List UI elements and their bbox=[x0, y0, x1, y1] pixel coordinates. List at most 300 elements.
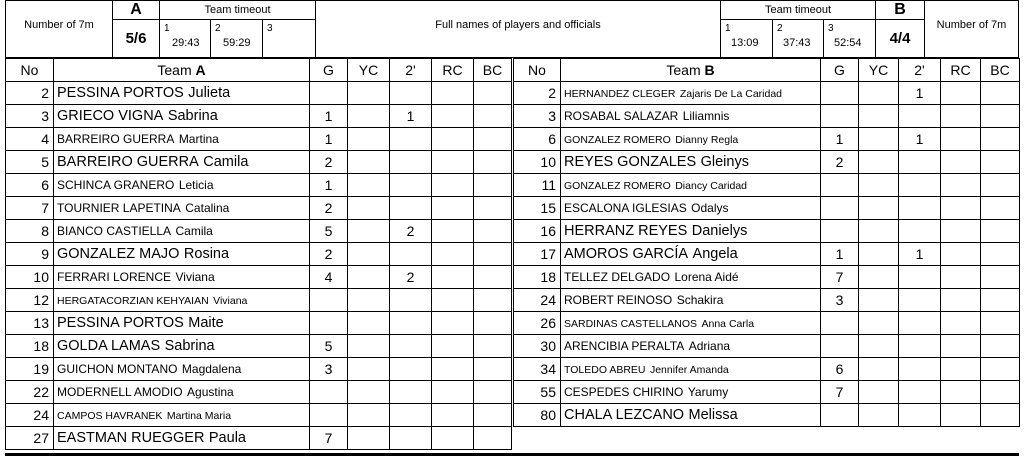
player-given-name: Sabrina bbox=[164, 338, 215, 354]
col-2min: 2' bbox=[390, 59, 432, 82]
yellow-card bbox=[859, 128, 899, 151]
team-b-7m-label-text: Number of 7m bbox=[936, 19, 1007, 31]
yellow-card bbox=[859, 82, 899, 105]
player-number: 16 bbox=[514, 220, 561, 243]
red-card bbox=[941, 105, 981, 128]
two-minute-suspension bbox=[390, 128, 432, 151]
player-number: 80 bbox=[514, 404, 561, 427]
player-surname: CAMPOS HAVRANEK bbox=[57, 410, 163, 422]
player-given-name: Camila bbox=[203, 154, 249, 170]
player-number: 10 bbox=[6, 266, 54, 289]
two-minute-suspension bbox=[390, 335, 432, 358]
player-number: 30 bbox=[514, 335, 561, 358]
timeout-time: 29:43 bbox=[172, 37, 200, 49]
player-surname: BARREIRO GUERRA bbox=[57, 132, 175, 146]
player-given-name: Zajaris De La Caridad bbox=[679, 88, 783, 100]
blue-card bbox=[474, 404, 512, 427]
goals bbox=[821, 335, 859, 358]
player-name bbox=[54, 335, 310, 358]
red-card bbox=[941, 151, 981, 174]
blue-card bbox=[474, 82, 512, 105]
player-row bbox=[514, 358, 1020, 381]
red-card bbox=[941, 266, 981, 289]
yellow-card bbox=[348, 82, 390, 105]
yellow-card bbox=[859, 266, 899, 289]
timeout-index: 1 bbox=[725, 23, 731, 34]
red-card bbox=[432, 289, 474, 312]
yellow-card bbox=[348, 105, 390, 128]
yellow-card bbox=[348, 220, 390, 243]
player-row bbox=[514, 266, 1020, 289]
player-name bbox=[561, 220, 821, 243]
red-card bbox=[941, 335, 981, 358]
two-minute-suspension bbox=[390, 174, 432, 197]
player-number: 7 bbox=[6, 197, 54, 220]
player-row bbox=[514, 174, 1020, 197]
red-card bbox=[941, 312, 981, 335]
goals bbox=[310, 404, 348, 427]
goals: 5 bbox=[310, 335, 348, 358]
player-given-name: Danielys bbox=[691, 223, 748, 239]
player-number: 13 bbox=[6, 312, 54, 335]
player-given-name: Adriana bbox=[688, 339, 731, 353]
player-surname: GRIECO VIGNA bbox=[57, 108, 164, 124]
player-surname: CESPEDES CHIRINO bbox=[564, 385, 684, 399]
player-row bbox=[514, 289, 1020, 312]
blue-card bbox=[981, 197, 1020, 220]
goals: 7 bbox=[821, 381, 859, 404]
yellow-card bbox=[859, 243, 899, 266]
player-given-name: Rosina bbox=[183, 246, 230, 262]
player-given-name: Angela bbox=[692, 246, 738, 262]
player-surname: GUICHON MONTANO bbox=[57, 362, 178, 376]
player-row bbox=[6, 197, 512, 220]
team-a-roster-table bbox=[5, 58, 512, 450]
goals bbox=[310, 82, 348, 105]
red-card bbox=[432, 128, 474, 151]
player-given-name: Martina Maria bbox=[166, 410, 232, 422]
player-row bbox=[514, 128, 1020, 151]
goals: 2 bbox=[821, 151, 859, 174]
red-card bbox=[432, 82, 474, 105]
team-a-header-row bbox=[6, 59, 512, 82]
blue-card bbox=[474, 197, 512, 220]
team-b-letter: B bbox=[875, 0, 925, 20]
goals bbox=[310, 312, 348, 335]
blue-card bbox=[981, 174, 1020, 197]
red-card bbox=[941, 404, 981, 427]
player-given-name: Martina bbox=[178, 132, 219, 146]
player-given-name: Liliamnis bbox=[682, 109, 730, 123]
player-name bbox=[561, 335, 821, 358]
two-minute-suspension bbox=[899, 381, 941, 404]
yellow-card bbox=[348, 335, 390, 358]
player-number: 6 bbox=[6, 174, 54, 197]
player-name bbox=[561, 151, 821, 174]
player-surname: HERGATACORZIAN KEHYAIAN bbox=[57, 295, 209, 307]
two-minute-suspension bbox=[899, 266, 941, 289]
yellow-card bbox=[348, 243, 390, 266]
team-b-timeout-1 bbox=[720, 19, 773, 58]
col-g: G bbox=[821, 59, 859, 82]
col-team-b bbox=[561, 59, 821, 82]
player-given-name: Viviana bbox=[213, 295, 248, 307]
blue-card bbox=[474, 381, 512, 404]
player-given-name: Odalys bbox=[691, 201, 729, 215]
yellow-card bbox=[348, 289, 390, 312]
yellow-card bbox=[348, 427, 390, 450]
yellow-card bbox=[348, 197, 390, 220]
two-minute-suspension bbox=[390, 289, 432, 312]
timeout-index: 3 bbox=[267, 23, 273, 34]
bottom-rule bbox=[5, 453, 1019, 456]
col-no: No bbox=[6, 59, 54, 82]
blue-card bbox=[981, 243, 1020, 266]
team-a-letter: A bbox=[112, 0, 160, 20]
goals: 1 bbox=[821, 243, 859, 266]
yellow-card bbox=[859, 197, 899, 220]
col-bc: BC bbox=[474, 59, 512, 82]
full-names-label: Full names of players and officials bbox=[315, 0, 721, 58]
player-number: 24 bbox=[6, 404, 54, 427]
player-name bbox=[561, 312, 821, 335]
player-name bbox=[54, 220, 310, 243]
player-row bbox=[514, 197, 1020, 220]
player-name bbox=[561, 381, 821, 404]
blue-card bbox=[474, 174, 512, 197]
goals: 6 bbox=[821, 358, 859, 381]
player-given-name: Dianny Regla bbox=[675, 134, 739, 146]
goals: 2 bbox=[310, 197, 348, 220]
player-row bbox=[6, 381, 512, 404]
player-number: 8 bbox=[6, 220, 54, 243]
yellow-card bbox=[348, 404, 390, 427]
team-b-timeout-3 bbox=[823, 19, 876, 58]
player-given-name: Melissa bbox=[688, 407, 738, 423]
two-minute-suspension bbox=[899, 197, 941, 220]
blue-card bbox=[981, 151, 1020, 174]
goals bbox=[821, 220, 859, 243]
player-surname: ESCALONA IGLESIAS bbox=[564, 201, 687, 215]
player-surname: MODERNELL AMODIO bbox=[57, 385, 183, 399]
yellow-card bbox=[859, 220, 899, 243]
player-given-name: Camila bbox=[175, 224, 213, 238]
col-yc: YC bbox=[859, 59, 899, 82]
player-row bbox=[6, 220, 512, 243]
blue-card bbox=[474, 358, 512, 381]
player-surname: REYES GONZALES bbox=[564, 154, 697, 170]
two-minute-suspension bbox=[899, 151, 941, 174]
red-card bbox=[432, 381, 474, 404]
player-surname: HERRANZ REYES bbox=[564, 223, 688, 239]
player-number: 11 bbox=[514, 174, 561, 197]
team-b-header-prefix: Team bbox=[666, 62, 701, 78]
goals: 4 bbox=[310, 266, 348, 289]
player-row bbox=[514, 82, 1020, 105]
player-given-name: Agustina bbox=[187, 385, 234, 399]
blue-card bbox=[981, 358, 1020, 381]
two-minute-suspension bbox=[390, 381, 432, 404]
player-name bbox=[54, 105, 310, 128]
player-name bbox=[561, 289, 821, 312]
two-minute-suspension bbox=[390, 312, 432, 335]
yellow-card bbox=[859, 381, 899, 404]
player-surname: GONZALEZ ROMERO bbox=[564, 180, 671, 192]
two-minute-suspension: 1 bbox=[899, 243, 941, 266]
two-minute-suspension: 2 bbox=[390, 266, 432, 289]
red-card bbox=[432, 335, 474, 358]
player-name bbox=[54, 82, 310, 105]
player-given-name: Julieta bbox=[188, 85, 231, 101]
yellow-card bbox=[348, 174, 390, 197]
yellow-card bbox=[859, 151, 899, 174]
player-name bbox=[54, 128, 310, 151]
two-minute-suspension: 1 bbox=[390, 105, 432, 128]
player-given-name: Yarumy bbox=[687, 385, 729, 399]
blue-card bbox=[474, 335, 512, 358]
player-surname: ROSABAL SALAZAR bbox=[564, 109, 679, 123]
player-number: 4 bbox=[6, 128, 54, 151]
two-minute-suspension bbox=[899, 358, 941, 381]
goals: 2 bbox=[310, 151, 348, 174]
goals: 1 bbox=[310, 128, 348, 151]
red-card bbox=[432, 174, 474, 197]
col-rc: RC bbox=[432, 59, 474, 82]
yellow-card bbox=[348, 266, 390, 289]
two-minute-suspension bbox=[899, 105, 941, 128]
player-surname: GONZALEZ ROMERO bbox=[564, 134, 671, 146]
goals: 1 bbox=[821, 128, 859, 151]
player-name bbox=[54, 266, 310, 289]
red-card bbox=[941, 82, 981, 105]
player-given-name: Gleinys bbox=[700, 154, 749, 170]
player-row bbox=[6, 174, 512, 197]
player-row bbox=[514, 105, 1020, 128]
player-row bbox=[6, 243, 512, 266]
blue-card bbox=[981, 82, 1020, 105]
player-number: 3 bbox=[6, 105, 54, 128]
player-given-name: Paula bbox=[208, 430, 246, 446]
player-number: 34 bbox=[514, 358, 561, 381]
player-given-name: Schakira bbox=[676, 293, 724, 307]
team-a-7m-label bbox=[5, 0, 113, 58]
player-row bbox=[6, 335, 512, 358]
player-name bbox=[54, 197, 310, 220]
player-name bbox=[54, 243, 310, 266]
red-card bbox=[941, 243, 981, 266]
team-a-header-letter: A bbox=[195, 62, 206, 78]
timeout-index: 2 bbox=[777, 23, 783, 34]
blue-card bbox=[981, 289, 1020, 312]
two-minute-suspension bbox=[390, 82, 432, 105]
blue-card bbox=[474, 289, 512, 312]
timeout-time: 13:09 bbox=[731, 37, 759, 49]
team-a-header-prefix: Team bbox=[157, 62, 192, 78]
timeout-time: 59:29 bbox=[223, 37, 251, 49]
player-name bbox=[54, 289, 310, 312]
player-row bbox=[6, 82, 512, 105]
two-minute-suspension: 1 bbox=[899, 128, 941, 151]
player-row bbox=[6, 312, 512, 335]
red-card bbox=[432, 105, 474, 128]
player-row bbox=[514, 312, 1020, 335]
player-name bbox=[561, 82, 821, 105]
blue-card bbox=[981, 312, 1020, 335]
blue-card bbox=[981, 404, 1020, 427]
player-given-name: Lorena Aidé bbox=[674, 270, 739, 284]
goals bbox=[310, 289, 348, 312]
goals bbox=[821, 197, 859, 220]
red-card bbox=[432, 197, 474, 220]
player-name bbox=[54, 381, 310, 404]
player-number: 15 bbox=[514, 197, 561, 220]
blue-card bbox=[981, 381, 1020, 404]
blue-card bbox=[474, 312, 512, 335]
timeout-index: 1 bbox=[164, 23, 170, 34]
player-number: 2 bbox=[6, 82, 54, 105]
col-g: G bbox=[310, 59, 348, 82]
player-surname: SCHINCA GRANERO bbox=[57, 178, 175, 192]
player-name bbox=[561, 404, 821, 427]
player-name bbox=[561, 197, 821, 220]
red-card bbox=[432, 404, 474, 427]
player-surname: BIANCO CASTIELLA bbox=[57, 224, 172, 238]
col-team-a bbox=[54, 59, 310, 82]
two-minute-suspension bbox=[390, 404, 432, 427]
goals bbox=[310, 381, 348, 404]
player-number: 9 bbox=[6, 243, 54, 266]
player-name bbox=[561, 174, 821, 197]
col-bc: BC bbox=[981, 59, 1020, 82]
player-number: 27 bbox=[6, 427, 54, 450]
goals: 7 bbox=[821, 266, 859, 289]
player-row bbox=[514, 404, 1020, 427]
player-row bbox=[6, 289, 512, 312]
goals bbox=[821, 404, 859, 427]
red-card bbox=[432, 266, 474, 289]
yellow-card bbox=[348, 381, 390, 404]
player-name bbox=[561, 105, 821, 128]
team-b-timeout-2 bbox=[772, 19, 824, 58]
two-minute-suspension bbox=[899, 220, 941, 243]
two-minute-suspension bbox=[899, 404, 941, 427]
blue-card bbox=[474, 243, 512, 266]
player-surname: ROBERT REINOSO bbox=[564, 293, 673, 307]
yellow-card bbox=[348, 312, 390, 335]
blue-card bbox=[981, 335, 1020, 358]
player-given-name: Maite bbox=[188, 315, 224, 331]
player-surname: EASTMAN RUEGGER bbox=[57, 430, 205, 446]
player-name bbox=[54, 427, 310, 450]
player-name bbox=[54, 174, 310, 197]
two-minute-suspension bbox=[899, 174, 941, 197]
player-given-name: Magdalena bbox=[181, 362, 242, 376]
two-minute-suspension bbox=[390, 151, 432, 174]
player-number: 12 bbox=[6, 289, 54, 312]
player-number: 2 bbox=[514, 82, 561, 105]
goals: 1 bbox=[310, 105, 348, 128]
yellow-card bbox=[859, 289, 899, 312]
red-card bbox=[432, 220, 474, 243]
yellow-card bbox=[348, 128, 390, 151]
player-number: 18 bbox=[6, 335, 54, 358]
player-surname: PESSINA PORTOS bbox=[57, 85, 184, 101]
team-a-timeout-2 bbox=[210, 19, 263, 58]
yellow-card bbox=[859, 174, 899, 197]
goals: 5 bbox=[310, 220, 348, 243]
goals: 3 bbox=[821, 289, 859, 312]
player-surname: TOURNIER LAPETINA bbox=[57, 201, 181, 215]
team-a-7m-value: 5/6 bbox=[112, 19, 160, 58]
red-card bbox=[941, 128, 981, 151]
red-card bbox=[432, 151, 474, 174]
player-name bbox=[561, 358, 821, 381]
col-yc: YC bbox=[348, 59, 390, 82]
player-surname: GONZALEZ MAJO bbox=[57, 246, 180, 262]
scoresheet-header bbox=[0, 0, 1024, 58]
player-number: 22 bbox=[6, 381, 54, 404]
team-b-7m-value: 4/4 bbox=[875, 19, 925, 58]
team-b-roster-table bbox=[513, 58, 1020, 427]
yellow-card bbox=[348, 358, 390, 381]
red-card bbox=[432, 427, 474, 450]
team-a-timeout-label: Team timeout bbox=[159, 0, 316, 20]
player-row bbox=[6, 105, 512, 128]
red-card bbox=[941, 381, 981, 404]
red-card bbox=[941, 174, 981, 197]
team-a-timeout-3 bbox=[262, 19, 316, 58]
col-2min: 2' bbox=[899, 59, 941, 82]
player-number: 10 bbox=[514, 151, 561, 174]
blue-card bbox=[474, 266, 512, 289]
blue-card bbox=[981, 128, 1020, 151]
timeout-time: 52:54 bbox=[834, 37, 862, 49]
red-card bbox=[432, 312, 474, 335]
red-card bbox=[941, 358, 981, 381]
player-number: 3 bbox=[514, 105, 561, 128]
col-no: No bbox=[514, 59, 561, 82]
player-given-name: Sabrina bbox=[167, 108, 218, 124]
player-name bbox=[54, 312, 310, 335]
blue-card bbox=[474, 220, 512, 243]
blue-card bbox=[474, 427, 512, 450]
player-given-name: Anna Carla bbox=[701, 318, 755, 330]
two-minute-suspension bbox=[899, 289, 941, 312]
player-number: 18 bbox=[514, 266, 561, 289]
goals bbox=[821, 82, 859, 105]
player-name bbox=[54, 404, 310, 427]
goals: 1 bbox=[310, 174, 348, 197]
two-minute-suspension bbox=[390, 243, 432, 266]
col-rc: RC bbox=[941, 59, 981, 82]
player-surname: TOLEDO ABREU bbox=[564, 364, 646, 376]
player-surname: GOLDA LAMAS bbox=[57, 338, 161, 354]
two-minute-suspension bbox=[390, 197, 432, 220]
player-row bbox=[514, 243, 1020, 266]
player-surname: BARREIRO GUERRA bbox=[57, 154, 199, 170]
player-name bbox=[54, 151, 310, 174]
blue-card bbox=[981, 266, 1020, 289]
player-row bbox=[6, 266, 512, 289]
red-card bbox=[941, 220, 981, 243]
timeout-time: 37:43 bbox=[783, 37, 811, 49]
two-minute-suspension bbox=[899, 312, 941, 335]
player-row bbox=[514, 335, 1020, 358]
goals: 3 bbox=[310, 358, 348, 381]
two-minute-suspension bbox=[390, 427, 432, 450]
player-number: 19 bbox=[6, 358, 54, 381]
timeout-index: 2 bbox=[215, 23, 221, 34]
